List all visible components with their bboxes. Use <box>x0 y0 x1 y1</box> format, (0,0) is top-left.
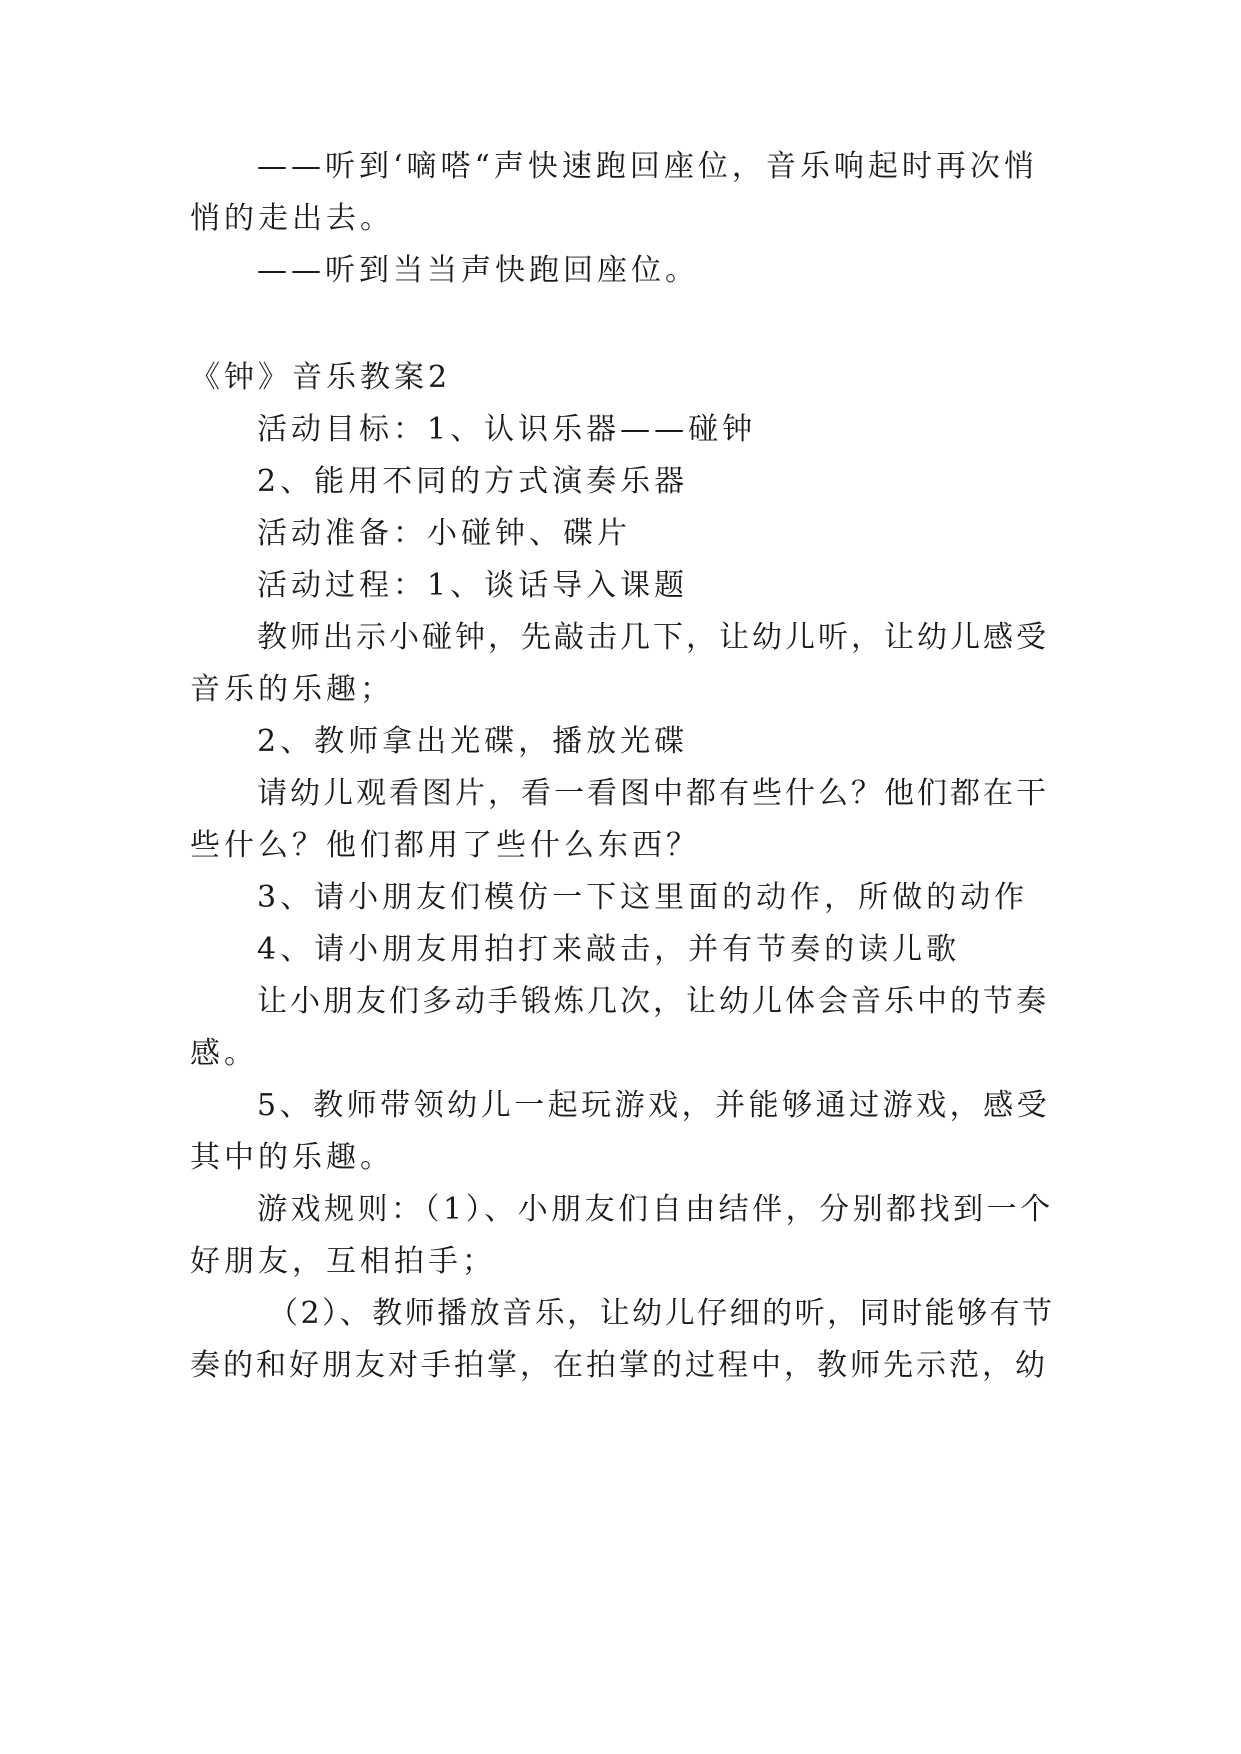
paragraph-line: 教师出示小碰钟，先敲击几下，让幼儿听，让幼儿感受 <box>257 620 1049 655</box>
paragraph-line: 奏的和好朋友对手拍掌，在拍掌的过程中，教师先示范，幼 <box>190 1348 1048 1383</box>
paragraph-line: 2、教师拿出光碟，播放光碟 <box>257 724 689 759</box>
paragraph-line: 活动目标：1、认识乐器——碰钟 <box>257 412 757 447</box>
paragraph-line: 活动过程：1、谈话导入课题 <box>257 568 689 603</box>
paragraph-line: 请幼儿观看图片，看一看图中都有些什么？他们都在干 <box>257 776 1049 811</box>
paragraph-line: 活动准备：小碰钟、碟片 <box>257 516 631 551</box>
paragraph-line: 游戏规则：（1）、小朋友们自由结伴，分别都找到一个 <box>257 1192 1054 1227</box>
paragraph-line: （2）、教师播放音乐，让幼儿仔细的听，同时能够有节 <box>268 1296 1055 1331</box>
paragraph-line: 让小朋友们多动手锻炼几次，让幼儿体会音乐中的节奏 <box>257 984 1049 1019</box>
paragraph-line: 5、教师带领幼儿一起玩游戏，并能够通过游戏，感受 <box>257 1088 1051 1123</box>
paragraph-line: 音乐的乐趣； <box>190 672 394 707</box>
paragraph-line: 些什么？他们都用了些什么东西？ <box>190 828 700 863</box>
paragraph-line: 悄的走出去。 <box>190 201 394 236</box>
paragraph-line: 感。 <box>190 1036 258 1071</box>
paragraph-line: 4、请小朋友用拍打来敲击，并有节奏的读儿歌 <box>257 932 961 967</box>
paragraph-line: 3、请小朋友们模仿一下这里面的动作，所做的动作 <box>257 880 1029 915</box>
paragraph-line: ——听到当当声快跑回座位。 <box>257 253 699 288</box>
section-title: 《钟》音乐教案2 <box>190 360 452 395</box>
paragraph-line: 其中的乐趣。 <box>190 1140 394 1175</box>
paragraph-line: ——听到‘嘀嗒“声快速跑回座位，音乐响起时再次悄 <box>257 149 1038 184</box>
paragraph-line: 好朋友，互相拍手； <box>190 1244 496 1279</box>
paragraph-line: 2、能用不同的方式演奏乐器 <box>257 464 689 499</box>
